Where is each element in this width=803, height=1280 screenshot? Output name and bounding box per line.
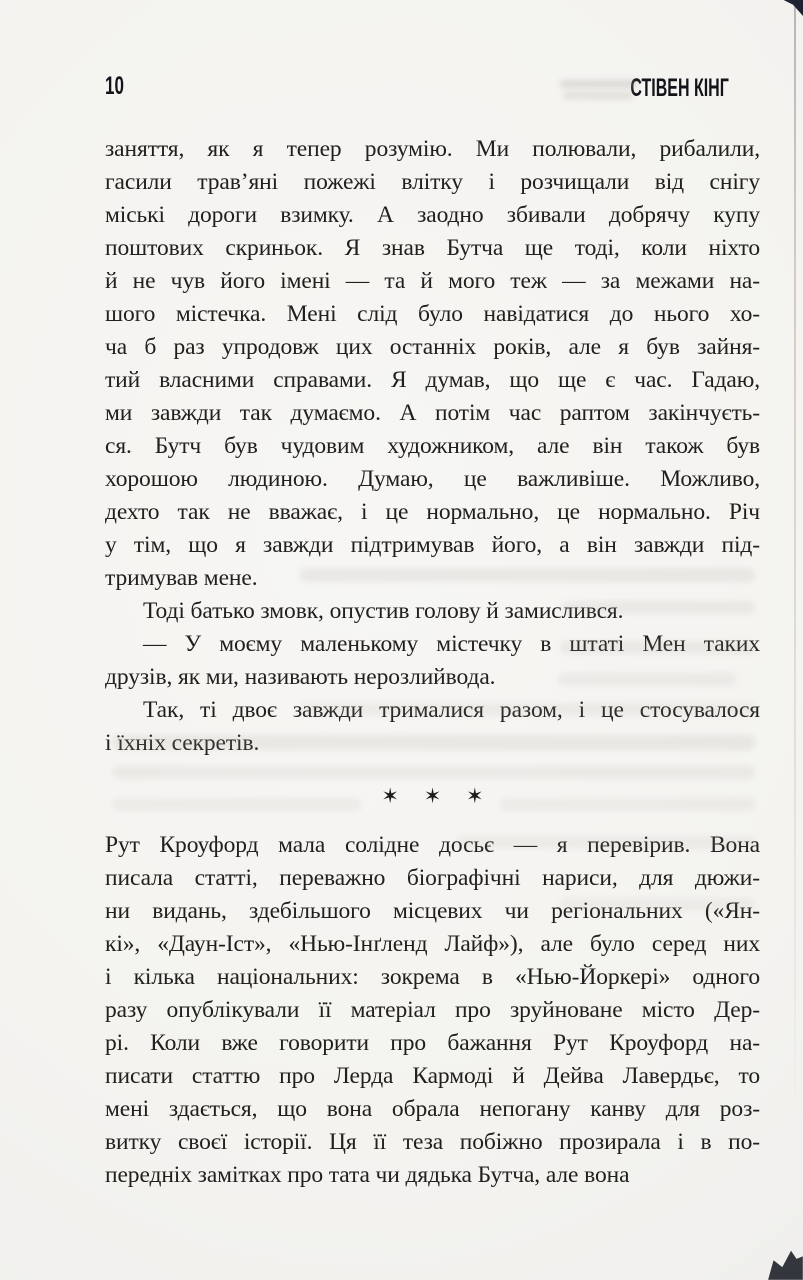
text-line: і кілька національних: зокрема в «Нью-Йоркері» одного: [105, 964, 760, 990]
text-line: писати статтю про Лерда Кармоді й Дейва Лавердьє, то: [105, 1063, 760, 1089]
text-line: тий власними справами. Я думав, що ще є час. Гадаю,: [105, 367, 760, 393]
text-line: заняття, як я тепер розумію. Ми полювали, рибалили,: [105, 136, 760, 162]
text-line: писала статті, переважно біографічні нариси, для дюжи-: [105, 865, 760, 891]
section-separator: ✶ ✶ ✶: [381, 784, 493, 808]
corner-dark-mark: [781, 0, 803, 16]
text-line: Тоді батько змовк, опустив голову й замислився.: [143, 598, 624, 624]
thumb-shadow: [757, 1246, 803, 1280]
text-line: поштових скриньок. Я знав Бутча ще тоді, коли ніхто: [105, 235, 760, 261]
text-line: ся. Бутч був чудовим художником, але він також був: [105, 433, 760, 459]
running-head-row: [105, 72, 760, 102]
paragraph: [105, 133, 760, 595]
text-line: ча б раз упродовж цих останніх років, але я був зайня-: [105, 334, 760, 360]
text-line: витку своєї історії. Ця її теза побіжно прозирала і в по-: [105, 1129, 760, 1155]
paragraph: [105, 694, 760, 760]
text-line: ни видань, здебільшого місцевих чи регіональних («Ян-: [105, 898, 760, 924]
text-line: Так, ті двоє завжди трималися разом, і це стосувалося: [143, 697, 760, 723]
text-line: і їхніх секретів.: [105, 730, 260, 756]
page-edge-line: [794, 0, 796, 1120]
text-line: хорошою людиною. Думаю, це важливіше. Можливо,: [105, 466, 760, 492]
text-line: дехто так не вважає, і це нормально, це нормально. Річ: [105, 499, 760, 525]
paragraph: [105, 829, 760, 1192]
text-line: — У моєму маленькому містечку в штаті Мен таких: [143, 631, 760, 657]
paragraph: [105, 628, 760, 694]
text-line: гасили трав’яні пожежі влітку і розчищали від снігу: [105, 169, 760, 195]
text-line: ми завжди так думаємо. А потім час раптом закінчуєть-: [105, 400, 760, 426]
text-line: разу опублікували її матеріал про зруйноване місто Дер-: [105, 997, 760, 1023]
running-head-author: СТІВЕН КІНГ: [630, 74, 729, 102]
paragraph: [105, 595, 760, 628]
text-line: й не чув його імені — та й мого теж — за межами на-: [105, 268, 760, 294]
text-line: тримував мене.: [105, 565, 258, 591]
text-line: шого містечка. Мені слід було навідатися до нього хо-: [105, 301, 760, 327]
text-line: Рут Кроуфорд мала солідне досьє — я перевірив. Вона: [105, 832, 760, 858]
text-line: у тім, що я завжди підтримував його, а він завжди під-: [105, 532, 760, 558]
text-block: [105, 133, 760, 1192]
text-line: передніх замітках про тата чи дядька Бутча, але вона: [105, 1162, 630, 1188]
text-line: рі. Коли вже говорити про бажання Рут Кроуфорд на-: [105, 1030, 760, 1056]
text-line: друзів, як ми, називають нерозлийвода.: [105, 664, 496, 690]
text-line: міські дороги взимку. А заодно збивали добрячу купу: [105, 202, 760, 228]
text-line: мені здається, що вона обрала непогану канву для роз-: [105, 1096, 760, 1122]
page-number: 10: [105, 72, 124, 100]
text-line: кі», «Даун-Іст», «Нью-Інґленд Лайф»), але було серед них: [105, 931, 760, 957]
